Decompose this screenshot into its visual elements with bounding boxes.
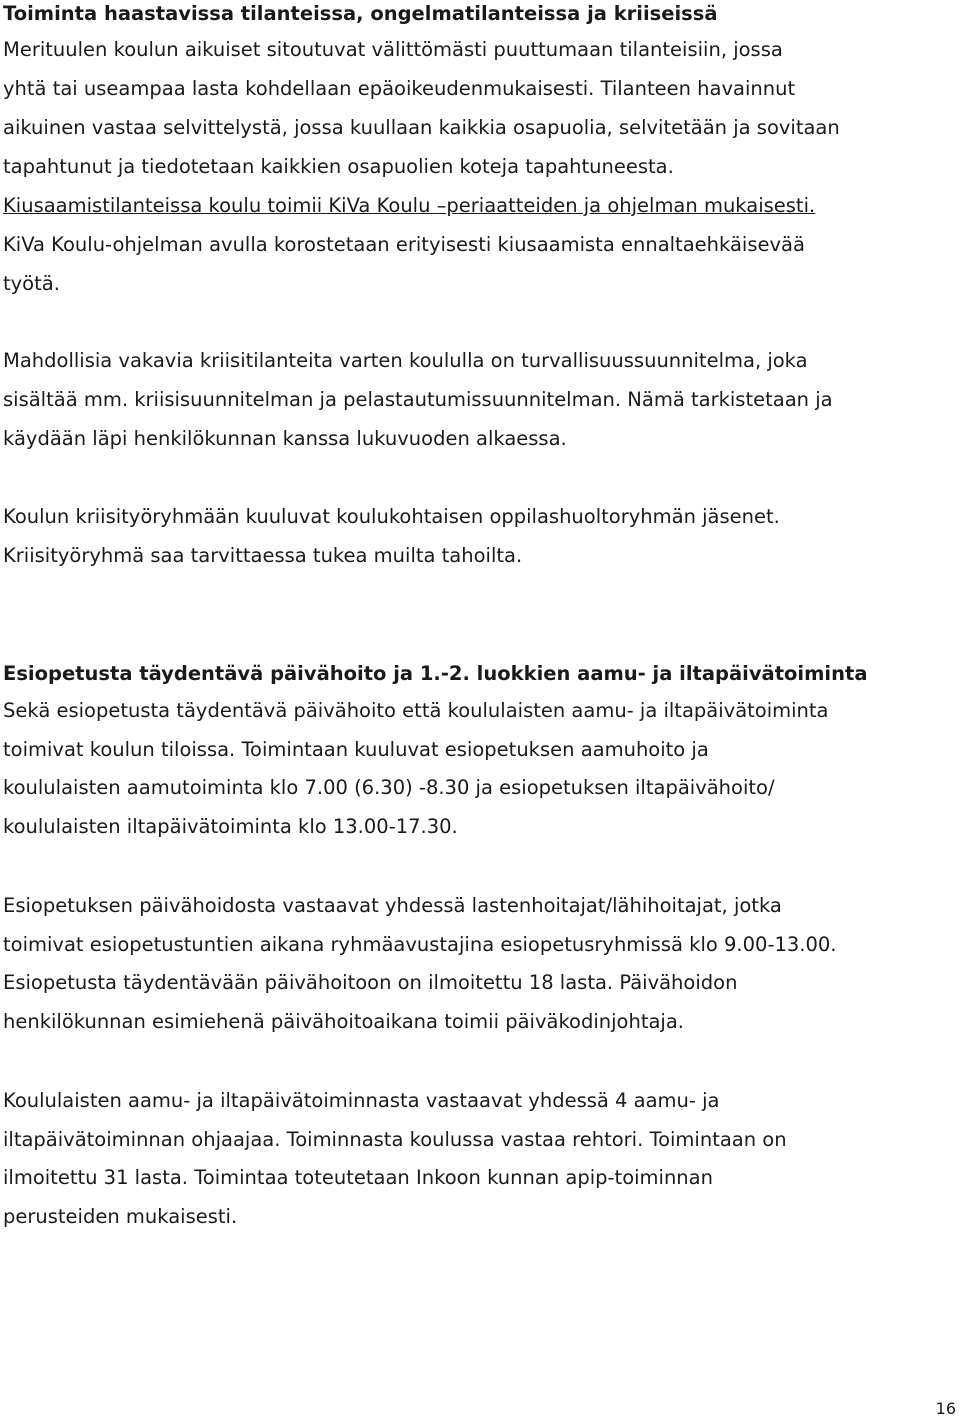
section-daycare-heading	[3, 662, 867, 686]
paragraph-line: sisältää mm. kriisisuunnitelman ja pelastautumissuunnitelman. Nämä tarkistetaan ja	[3, 388, 833, 411]
section-school-activities	[3, 1082, 787, 1236]
paragraph-line: KiVa Koulu-ohjelman avulla korostetaan erityisesti kiusaamista ennaltaehkäisevää	[3, 233, 805, 256]
section-daycare-body	[3, 692, 829, 846]
section-heading: Esiopetusta täydentävä päivähoito ja 1.-2. luokkien aamu- ja iltapäivätoiminta	[3, 662, 868, 685]
paragraph-line: perusteiden mukaisesti.	[3, 1204, 238, 1228]
paragraph-line: käydään läpi henkilökunnan kanssa lukuvuoden alkaessa.	[3, 427, 567, 450]
paragraph-line: ilmoitettu 31 lasta. Toimintaa toteutetaan Inkoon kunnan apip-toiminnan	[3, 1166, 713, 1189]
paragraph-line: koululaisten iltapäivätoiminta klo 13.00-17.30.	[3, 814, 458, 838]
paragraph-line: Merituulen koulun aikuiset sitoutuvat välittömästi puuttumaan tilanteisiin, jossa	[3, 38, 783, 61]
section-safety-plan	[3, 341, 833, 458]
kiva-koulu-underlined-line: Kiusaamistilanteissa koulu toimii KiVa Koulu –periaatteiden ja ohjelman mukaisesti.	[3, 194, 816, 217]
paragraph-line: iltapäivätoiminnan ohjaajaa. Toiminnasta koulussa vastaa rehtori. Toimintaan on	[3, 1127, 787, 1151]
page-number: 16	[935, 1399, 956, 1418]
paragraph-line: tapahtunut ja tiedotetaan kaikkien osapuolien koteja tapahtuneesta.	[3, 155, 674, 178]
section-crisis-team	[3, 497, 780, 575]
paragraph-line: Esiopetusta täydentävään päivähoitoon on ilmoitettu 18 lasta. Päivähoidon	[3, 971, 738, 994]
paragraph-line: koululaisten aamutoiminta klo 7.00 (6.30) -8.30 ja esiopetuksen iltapäivähoito/	[3, 776, 775, 799]
paragraph-line: Koululaisten aamu- ja iltapäivätoiminnasta vastaavat yhdessä 4 aamu- ja	[3, 1089, 720, 1112]
paragraph-line: toimivat koulun tiloissa. Toimintaan kuuluvat esiopetuksen aamuhoito ja	[3, 737, 709, 761]
paragraph-line: Kriisityöryhmä saa tarvittaessa tukea muilta tahoilta.	[3, 544, 523, 567]
paragraph-line: yhtä tai useampaa lasta kohdellaan epäoikeudenmukaisesti. Tilanteen havainnut	[3, 77, 796, 100]
paragraph-line: henkilökunnan esimiehenä päivähoitoaikana toimii päiväkodinjohtaja.	[3, 1009, 684, 1033]
section-crisis-situations-body	[3, 30, 840, 303]
section-preschool-care	[3, 887, 837, 1041]
paragraph-line: Mahdollisia vakavia kriisitilanteita varten koululla on turvallisuussuunnitelma, joka	[3, 349, 808, 372]
paragraph-line: toimivat esiopetustuntien aikana ryhmäavustajina esiopetusryhmissä klo 9.00-13.00.	[3, 932, 837, 956]
paragraph-line: Koulun kriisityöryhmään kuuluvat koulukohtaisen oppilashuoltoryhmän jäsenet.	[3, 505, 780, 528]
paragraph-line: Sekä esiopetusta täydentävä päivähoito että koululaisten aamu- ja iltapäivätoiminta	[3, 699, 829, 722]
section-crisis-situations	[3, 2, 718, 26]
paragraph-line: Esiopetuksen päivähoidosta vastaavat yhdessä lastenhoitajat/lähihoitajat, jotka	[3, 894, 782, 917]
paragraph-line: työtä.	[3, 272, 60, 295]
section-heading: Toiminta haastavissa tilanteissa, ongelmatilanteissa ja kriiseissä	[3, 2, 718, 25]
paragraph-line: aikuinen vastaa selvittelystä, jossa kuullaan kaikkia osapuolia, selvitetään ja sovitaan	[3, 116, 840, 139]
